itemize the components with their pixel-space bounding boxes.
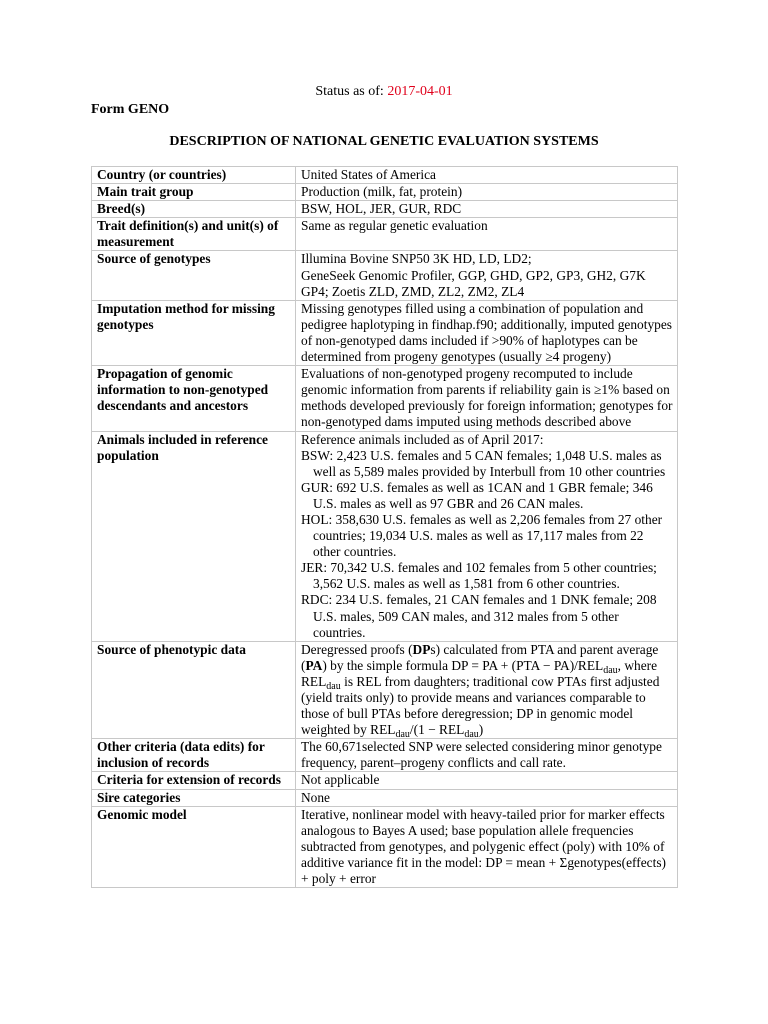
table-row: [92, 201, 678, 218]
evaluation-table: [91, 166, 678, 888]
status-label: Status as of:: [315, 84, 384, 99]
rel-term: REL: [439, 722, 465, 738]
reference-breed-item: GUR: 692 U.S. females as well as 1CAN and 1 GBR female; 346 U.S. males as well as 97 GBR and 26 CAN males.: [301, 479, 653, 511]
pa-term: PA: [305, 657, 323, 673]
phenotypic-text: ): [478, 722, 484, 738]
genotype-source-line: Illumina Bovine SNP50 3K HD, LD, LD2;: [301, 251, 532, 267]
rel-term: REL: [301, 673, 327, 689]
row-label: Breed(s): [92, 201, 296, 218]
row-label: Criteria for extension of records: [92, 772, 296, 789]
row-label: Genomic model: [92, 806, 296, 887]
row-value: Iterative, nonlinear model with heavy-tailed prior for marker effects analogous to Bayes A used; base population allele frequencies subtracted from genotypes, and polygenic effect (poly) with 10% of additive variance fit in the model: DP = mean + Σgenotypes(effects) + poly + error: [296, 806, 678, 887]
reference-intro: Reference animals included as of April 2017:: [301, 431, 544, 447]
table-row: [92, 184, 678, 201]
phenotypic-text: /(1 −: [409, 722, 440, 738]
row-value: BSW, HOL, JER, GUR, RDC: [296, 201, 678, 218]
dp-term: DP: [412, 641, 431, 657]
row-value: Same as regular genetic evaluation: [296, 218, 678, 251]
table-row: [92, 251, 678, 300]
row-label: Other criteria (data edits) for inclusion of records: [92, 739, 296, 772]
status-date: 2017-04-01: [387, 84, 453, 99]
dau-subscript: dau: [464, 729, 479, 741]
row-label: Propagation of genomic information to non-genotyped descendants and ancestors: [92, 366, 296, 431]
row-label: Country (or countries): [92, 167, 296, 184]
rel-term: REL: [577, 657, 604, 673]
row-value: Missing genotypes filled using a combination of population and pedigree haplotyping in findhap.f90; additionally, imputed genotypes of non-genotyped dams included if >90% of haplotypes can be determined from progeny genotypes (usually ≥4 progeny): [296, 300, 678, 365]
phenotypic-text: is REL from daughters; traditional cow PTAs first adjusted (yield traits only) to provide means and variances comparable to those of bull PTAs before deregression; DP in genomic model weighted by: [301, 673, 660, 738]
dau-subscript: dau: [603, 664, 618, 676]
table-row: [92, 431, 678, 641]
reference-breed-item: RDC: 234 U.S. females, 21 CAN females and 1 DNK female; 208 U.S. males, 509 CAN males, and 312 males from 5 other countries.: [301, 592, 657, 640]
table-row: [92, 739, 678, 772]
phenotypic-text: s) calculated from PTA and parent average (: [301, 641, 659, 673]
row-label: Main trait group: [92, 184, 296, 201]
table-row: [92, 806, 678, 887]
row-label: Source of phenotypic data: [92, 641, 296, 739]
reference-breed-item: JER: 70,342 U.S. females and 102 females from 5 other countries; 3,562 U.S. males as well as 1,581 from 6 other countries.: [301, 560, 657, 592]
document-title: DESCRIPTION OF NATIONAL GENETIC EVALUATION SYSTEMS: [169, 134, 599, 149]
row-value: [296, 251, 678, 300]
genotype-source-line: GeneSeek Genomic Profiler, GGP, GHD, GP2, GP3, GH2, G7K GP4; Zoetis ZLD, ZMD, ZL2, ZM2, ZL4: [301, 267, 646, 299]
table-row: [92, 167, 678, 184]
row-label: Sire categories: [92, 789, 296, 806]
table-row: [92, 366, 678, 431]
row-value: The 60,671selected SNP were selected considering minor genotype frequency, parent–progeny conflicts and call rate.: [296, 739, 678, 772]
row-label: Trait definition(s) and unit(s) of measurement: [92, 218, 296, 251]
status-line: [0, 84, 768, 100]
table-row: [92, 300, 678, 365]
row-value: Evaluations of non-genotyped progeny recomputed to include genomic information from parents if reliability gain is ≥1% based on methods developed previously for foreign information; genotypes for non-genotyped dams imputed using methods described above: [296, 366, 678, 431]
row-value: [296, 641, 678, 739]
table-row: [92, 789, 678, 806]
table-row: [92, 641, 678, 739]
phenotypic-text: Deregressed proofs (: [301, 641, 413, 657]
reference-breed-item: BSW: 2,423 U.S. females and 5 CAN females; 1,048 U.S. males as well as 5,589 males provided by Interbull from 10 other countries: [301, 447, 666, 479]
row-value: United States of America: [296, 167, 678, 184]
row-value: None: [296, 789, 678, 806]
row-value: Not applicable: [296, 772, 678, 789]
phenotypic-text: , where: [617, 657, 658, 673]
row-label: Source of genotypes: [92, 251, 296, 300]
phenotypic-text: ) by the simple formula DP = PA + (PTA − PA)/: [322, 657, 578, 673]
table-row: [92, 218, 678, 251]
dau-subscript: dau: [326, 680, 341, 692]
row-value: [296, 431, 678, 641]
rel-term: REL: [370, 722, 396, 738]
reference-breed-item: HOL: 358,630 U.S. females as well as 2,206 females from 27 other countries; 19,034 U.S. males as well as 17,117 males from 22 other countries.: [301, 511, 663, 560]
table-row: [92, 772, 678, 789]
row-label: Imputation method for missing genotypes: [92, 300, 296, 365]
row-label: Animals included in reference population: [92, 431, 296, 641]
form-name: Form GENO: [91, 102, 170, 117]
row-value: Production (milk, fat, protein): [296, 184, 678, 201]
dau-subscript: dau: [395, 729, 410, 741]
